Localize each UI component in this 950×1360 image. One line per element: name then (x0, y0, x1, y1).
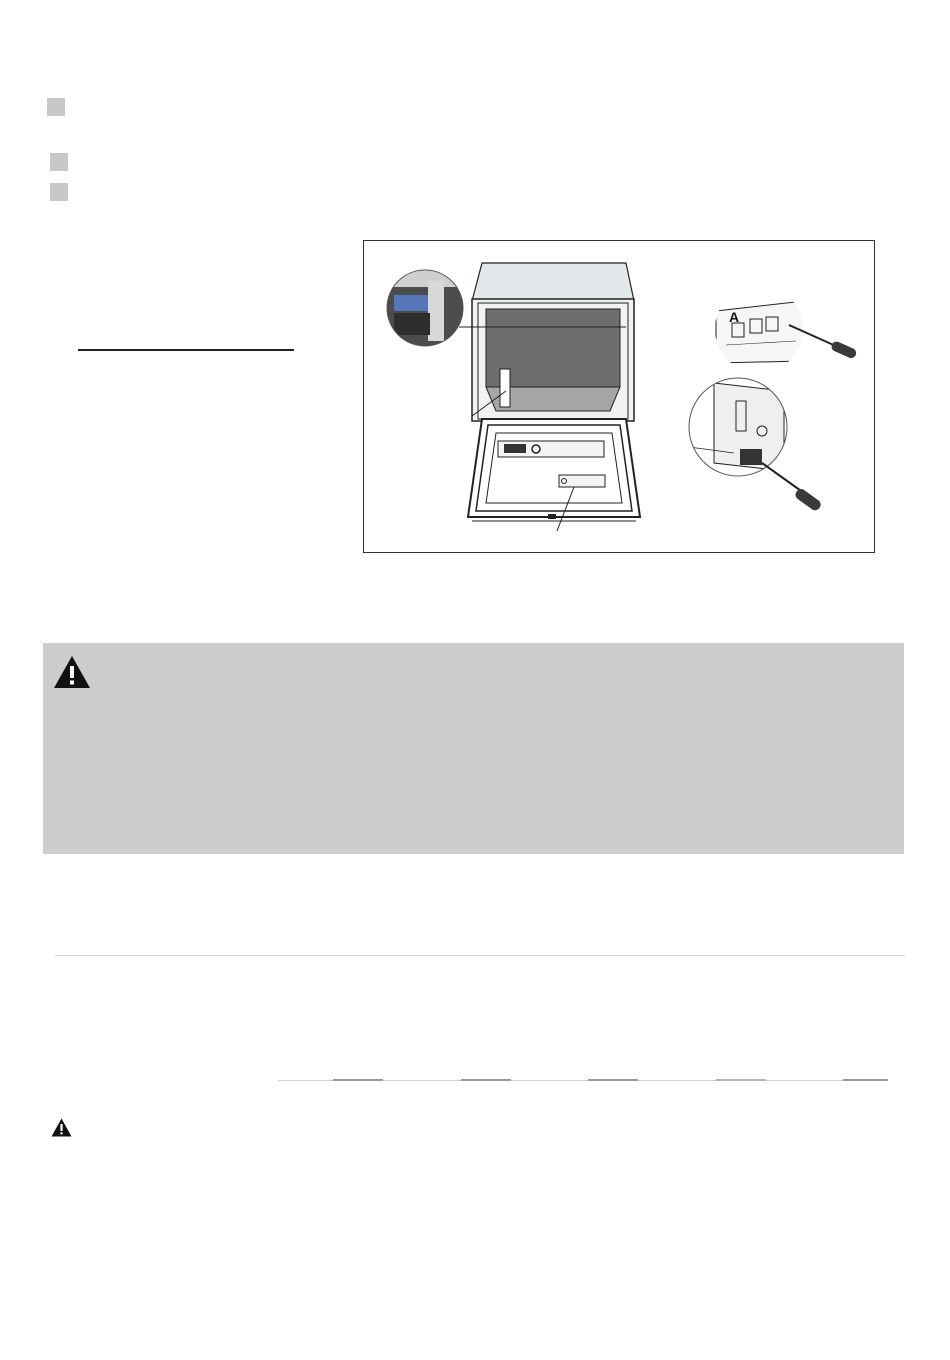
open-door (468, 419, 640, 517)
warning-panel (43, 643, 904, 854)
control-buttons (504, 444, 526, 453)
dishwasher-illustration (364, 241, 876, 554)
installation-figure (363, 240, 875, 553)
detail-photo (384, 269, 468, 349)
panel-a-detail (714, 285, 804, 373)
warning-triangle-icon (51, 1118, 72, 1137)
step-bullet-3 (50, 183, 68, 201)
dispenser (559, 475, 605, 487)
panel-a-label: A (729, 309, 740, 325)
step-bullet-2 (50, 153, 68, 171)
warning-triangle-icon (53, 655, 91, 689)
table-rule-segment (461, 1079, 511, 1081)
table-rule-segment (333, 1079, 383, 1081)
section-divider (55, 955, 905, 956)
door-hinge (548, 514, 556, 519)
cabinet-top (472, 263, 634, 301)
screwdriver-icon (762, 463, 823, 512)
table-rule-segment (843, 1079, 888, 1081)
side-rail (500, 369, 510, 407)
step-bullet-1 (47, 98, 65, 116)
table-rule-segment (716, 1079, 766, 1081)
table-rule-segment (588, 1079, 638, 1081)
section-underline (78, 349, 294, 351)
